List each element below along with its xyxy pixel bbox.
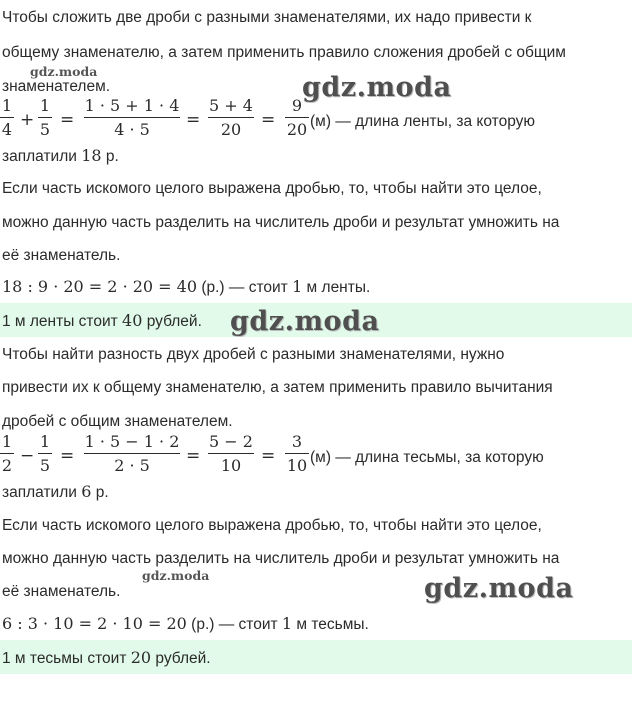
paragraph2-line2: можно данную часть разделить на числитель дроби и результат умножить на [2, 214, 560, 231]
equals-sign: = [186, 110, 201, 130]
paragraph2-line3: её знаменатель. [2, 247, 121, 264]
equals-sign: = [186, 446, 201, 466]
fraction: 1 4 [1, 96, 13, 140]
fraction: 1 5 [39, 432, 51, 476]
paragraph3-line1: Чтобы найти разность двух дробей с разными знаменателями, нужно [2, 346, 505, 363]
equation1-tail: (м) — длина ленты, за которую [310, 113, 536, 130]
paragraph1-line3: знаменателем. [2, 78, 111, 95]
equals-sign: = [60, 446, 75, 466]
fraction: 1 5 [39, 96, 51, 140]
paragraph3-line2: привести их к общему знаменателю, а затем применить правило вычитания [2, 379, 553, 396]
fraction: 1 · 5 − 1 · 2 2 · 5 [84, 432, 180, 476]
paragraph3-line3: дробей с общим знаменателем. [2, 413, 233, 430]
paid-line1: заплатили 18 р. [2, 146, 119, 165]
fraction: 1 2 [1, 432, 13, 476]
watermark-large: gdz.moda [302, 72, 452, 103]
answer1: 1 м ленты стоит 40 рублей. [2, 311, 202, 330]
paragraph1-line1: Чтобы сложить две дроби с разными знаменателями, их надо привести к [2, 9, 532, 26]
fraction: 5 − 2 10 [209, 432, 253, 476]
equation2-tail: (м) — длина тесьмы, за которую [310, 449, 544, 466]
watermark-small: gdz.moda [142, 568, 210, 583]
minus-sign: − [20, 446, 35, 466]
watermark-small: gdz.moda [30, 64, 98, 79]
watermark-large: gdz.moda [424, 573, 574, 604]
fraction: 9 20 [286, 96, 308, 140]
fraction: 5 + 4 20 [209, 96, 253, 140]
answer2: 1 м тесьмы стоит 20 рублей. [2, 648, 211, 667]
paragraph4-line3: её знаменатель. [2, 583, 121, 600]
equals-sign: = [261, 446, 276, 466]
plus-sign: + [20, 110, 35, 130]
paragraph4-line1: Если часть искомого целого выражена дробью, то, чтобы найти это целое, [2, 517, 542, 534]
paid-line2: заплатили 6 р. [2, 482, 109, 501]
paragraph4-line2: можно данную часть разделить на числитель дроби и результат умножить на [2, 550, 560, 567]
fraction: 3 10 [286, 432, 308, 476]
calc1-line: 18 : 9 · 20 = 2 · 20 = 40 (р.) — стоит 1 м ленты. [2, 277, 371, 296]
paragraph2-line1: Если часть искомого целого выражена дробью, то, чтобы найти это целое, [2, 180, 542, 197]
equals-sign: = [60, 110, 75, 130]
fraction: 1 · 5 + 1 · 4 4 · 5 [84, 96, 180, 140]
watermark-large: gdz.moda [230, 306, 380, 337]
equals-sign: = [261, 110, 276, 130]
calc2-line: 6 : 3 · 10 = 2 · 10 = 20 (р.) — стоит 1 м тесьмы. [2, 614, 369, 633]
paragraph1-line2: общему знаменателю, а затем применить правило сложения дробей с общим [2, 44, 566, 61]
